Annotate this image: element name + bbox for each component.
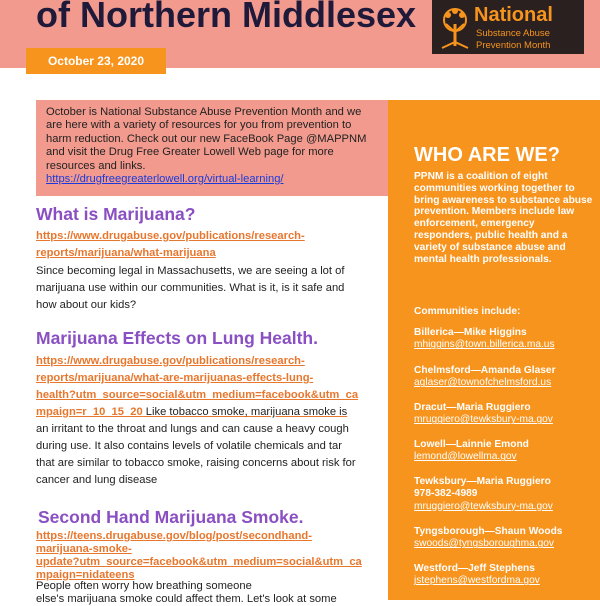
section-link-line[interactable]: update?utm_source=facebook&utm_medium=social&utm_ca (36, 556, 362, 568)
section-body-line: that are similar to tobacco smoke, raising concerns about risk for (36, 457, 356, 469)
section-link-line[interactable]: https://www.drugabuse.gov/publications/research- (36, 230, 305, 242)
sidebar-heading: WHO ARE WE? (414, 144, 560, 166)
section-body-line: an irritant to the throat and lungs and can cause a heavy cough (36, 423, 349, 435)
section-body-line: marijuana use within our communities. What is it, is it safe and (36, 282, 345, 294)
section-body-line: cancer and lung disease (36, 474, 158, 486)
section-link-line[interactable]: mpaign=r_10_15_20 (36, 406, 143, 418)
section-link-line[interactable]: health?utm_source=social&utm_medium=facebook&utm_ca (36, 389, 359, 401)
section-inline-text: Like tobacco smoke, marijuana smoke is (142, 406, 348, 418)
communities-label: Communities include: (414, 306, 521, 317)
section-body-line: People often worry how breathing someone (36, 580, 252, 592)
contact-chelmsford (414, 365, 556, 390)
section-link-line[interactable]: reports/marijuana/what-marijuana (36, 247, 216, 259)
intro-box (36, 100, 388, 196)
logo-line-3: Prevention Month (476, 40, 551, 51)
contact-email-link[interactable]: mruggiero@tewksbury-ma.gov (414, 500, 553, 512)
contact-email-link[interactable]: mruggiero@tewksbury-ma.gov (414, 414, 553, 426)
section-heading-what-is-marijuana: What is Marijuana? (36, 204, 196, 224)
contact-dracut (414, 402, 553, 427)
contact-town: Tewksbury—Maria Ruggiero (414, 476, 551, 487)
contact-email-link[interactable]: swoods@tyngsboroughma.gov (414, 538, 555, 550)
section-heading-second-hand-smoke: Second Hand Marijuana Smoke. (38, 507, 304, 527)
logo-national: National (474, 4, 553, 26)
contact-email-link[interactable]: aglaser@townofchelmsford.us (414, 377, 552, 389)
contact-email-link[interactable]: jstephens@westfordma.gov (414, 575, 540, 587)
section-body-line: how about our kids? (36, 299, 137, 311)
section-heading-lung-health: Marijuana Effects on Lung Health. (36, 328, 318, 348)
contact-email-link[interactable]: lemond@lowellma.gov (414, 451, 517, 463)
issue-date: October 23, 2020 (26, 48, 166, 74)
section-link-line[interactable]: https://teens.drugabuse.gov/blog/post/secondhand- (36, 530, 312, 542)
section-link-with-text (36, 404, 347, 421)
prevention-month-logo (432, 0, 584, 54)
tree-people-icon (438, 6, 472, 50)
drug-free-lowell-link[interactable]: https://drugfreegreaterlowell.org/virtual-learning/ (46, 173, 284, 186)
contact-town: Lowell—Lainnie Emond (414, 439, 529, 450)
contact-town: Dracut—Maria Ruggiero (414, 402, 531, 413)
contact-town: Chelmsford—Amanda Glaser (414, 365, 556, 376)
sidebar-intro: PPNM is a coalition of eight communities working together to bring awareness to substance abuse prevention. Members include law enforcement, emergency responders, public health and a variety of substance abuse and mental health professionals. (414, 171, 593, 265)
section-body-line: else's marijuana smoke could affect them. Let's look at some (36, 593, 337, 605)
contact-phone: 978-382-4989 (414, 488, 478, 500)
section-link-line[interactable]: reports/marijuana/what-are-marijuanas-effects-lung- (36, 372, 314, 384)
contact-billerica (414, 327, 555, 352)
contact-town: Tyngsborough—Shaun Woods (414, 526, 563, 537)
section-link-line[interactable]: https://www.drugabuse.gov/publications/research- (36, 355, 305, 367)
contact-town: Billerica—Mike Higgins (414, 327, 527, 338)
section-body-line: during use. It also contains levels of volatile chemicals and tar (36, 440, 342, 452)
contact-westford (414, 563, 540, 588)
intro-paragraph: October is National Substance Abuse Prevention Month and we are here with a variety of resources for you from prevention to harm reduction. Check out our new FaceBook Page @MAPPNM and visit the Drug Free Greater Lowell Web page for more resources and links. (46, 106, 367, 172)
contact-lowell (414, 439, 529, 464)
intro-text (46, 106, 378, 186)
contact-tyngsborough (414, 526, 562, 551)
section-link-line[interactable]: marijuana-smoke- (36, 543, 132, 555)
contact-tewksbury (414, 476, 553, 513)
section-link-line[interactable]: mpaign=nidateens (36, 569, 135, 581)
contact-email-link[interactable]: mhiggins@town.billerica.ma.us (414, 339, 555, 351)
contact-town: Westford—Jeff Stephens (414, 563, 535, 574)
logo-line-2: Substance Abuse (476, 28, 550, 39)
newsletter-title: of Northern Middlesex (36, 0, 417, 35)
section-body-line: Since becoming legal in Massachusetts, we are seeing a lot of (36, 265, 345, 277)
